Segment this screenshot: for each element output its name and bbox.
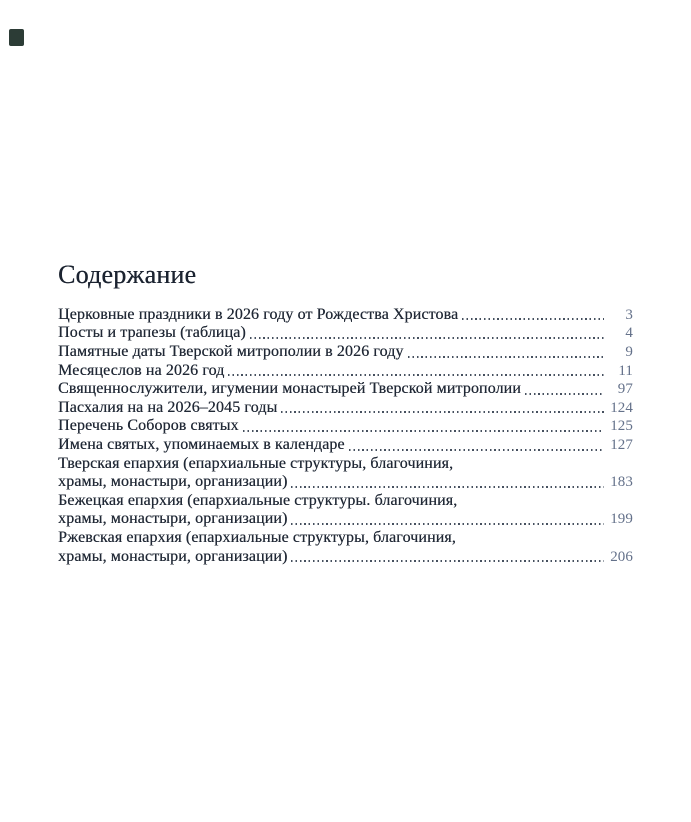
- page-number: 124: [610, 399, 633, 416]
- toc-entry-line: [58, 455, 633, 474]
- toc-entry-text: Ржевская епархия (епархиальные структуры, благочиния,: [58, 529, 456, 547]
- toc-entry-line: [58, 417, 633, 436]
- leader-dots: [291, 560, 604, 562]
- page-number: 97: [617, 381, 633, 398]
- toc-entry-line: [58, 510, 633, 529]
- page-number: 206: [610, 548, 633, 565]
- toc-entry-text: Имена святых, упоминаемых в календаре: [58, 436, 345, 454]
- toc-entry-text: Церковные праздники в 2026 году от Рождества Христова: [58, 305, 459, 323]
- toc-entry-text: храмы, монастыри, организации): [58, 547, 288, 565]
- toc-entry-text: Священнослужители, игумении монастырей Тверской митрополии: [58, 380, 521, 398]
- toc-entry-line: [58, 529, 633, 548]
- toc-list: [58, 306, 633, 566]
- scan-artifact-mark: [9, 29, 24, 46]
- leader-dots: [228, 374, 604, 376]
- toc-entry-text: храмы, монастыри, организации): [58, 510, 288, 528]
- leader-dots: [349, 449, 604, 451]
- toc-entry-text: Пасхалия на на 2026–2045 годы: [58, 398, 278, 416]
- page-number: 9: [625, 344, 633, 361]
- page-number: 183: [610, 474, 633, 491]
- toc-entry-line: [58, 473, 633, 492]
- page-number: 127: [610, 437, 633, 454]
- leader-dots: [250, 337, 604, 339]
- toc-entry-line: [58, 343, 633, 362]
- leader-dots: [281, 411, 604, 413]
- leader-dots: [291, 486, 604, 488]
- toc-entry-line: [58, 436, 633, 455]
- toc-entry-line: [58, 548, 633, 567]
- page-number: 125: [610, 418, 633, 435]
- page-number: 4: [625, 325, 633, 342]
- toc-entry-text: Месяцеслов на 2026 год: [58, 361, 225, 379]
- toc-content: [58, 260, 633, 566]
- page-number: 3: [625, 306, 633, 323]
- toc-entry-line: [58, 324, 633, 343]
- leader-dots: [462, 318, 604, 320]
- toc-entry-line: [58, 362, 633, 381]
- leader-dots: [408, 356, 604, 358]
- toc-entry-line: [58, 306, 633, 325]
- toc-entry-text: Тверская епархия (епархиальные структуры, благочиния,: [58, 454, 454, 472]
- page-title: Содержание: [58, 260, 197, 289]
- toc-entry-text: Перечень Соборов святых: [58, 417, 239, 435]
- toc-entry-line: [58, 492, 633, 511]
- toc-entry-text: Памятные даты Тверской митрополии в 2026 году: [58, 343, 404, 361]
- toc-entry-line: [58, 380, 633, 399]
- toc-entry-text: храмы, монастыри, организации): [58, 473, 288, 491]
- toc-entry-text: Бежецкая епархия (епархиальные структуры. благочиния,: [58, 491, 458, 509]
- toc-entry-text: Посты и трапезы (таблица): [58, 324, 246, 342]
- leader-dots: [243, 430, 604, 432]
- page-number: 199: [610, 511, 633, 528]
- page-number: 11: [618, 362, 633, 379]
- leader-dots: [525, 393, 604, 395]
- toc-entry-line: [58, 399, 633, 418]
- leader-dots: [291, 523, 604, 525]
